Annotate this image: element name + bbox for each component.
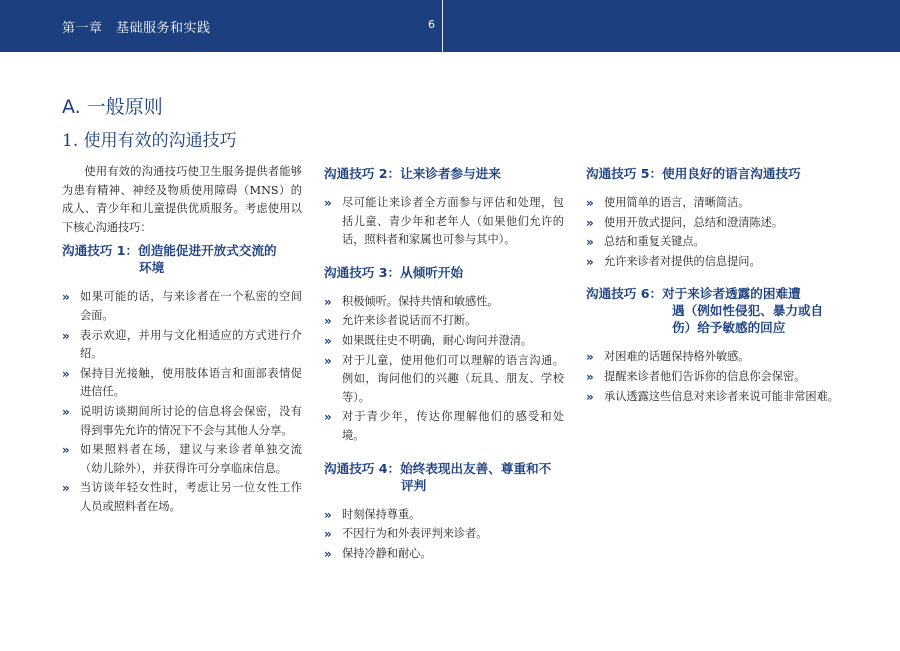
skill-block-6 [586, 285, 844, 406]
list-item-text: 允许来诊者对提供的信息提问。 [604, 254, 761, 268]
list-item [586, 348, 844, 367]
list-item-text: 如果既往史不明确，耐心询问并澄清。 [342, 333, 533, 347]
list-item [62, 479, 302, 516]
list-item [324, 506, 564, 525]
skill-list [324, 506, 564, 564]
double-chevron-right-icon: » [586, 369, 594, 384]
subsection-title: 1. 使用有效的沟通技巧 [62, 131, 237, 151]
list-item [324, 525, 564, 544]
list-item [586, 233, 844, 252]
double-chevron-right-icon: » [586, 254, 594, 269]
list-item [586, 388, 844, 407]
double-chevron-right-icon: » [324, 527, 332, 542]
skill-heading-line: 评判 [401, 477, 427, 493]
list-item-text: 如果照料者在场，建议与来诊者单独交流（幼儿除外），并获得许可分享临床信息。 [80, 443, 302, 475]
list-item-text: 使用简单的语言，清晰简洁。 [604, 196, 750, 209]
skill-list [324, 293, 564, 446]
skill-list [586, 194, 844, 271]
skill-block-2 [324, 165, 564, 250]
skill-block-5 [586, 165, 844, 271]
list-item [62, 327, 302, 364]
double-chevron-right-icon: » [62, 404, 70, 419]
list-item-text: 使用开放式提问，总结和澄清陈述。 [604, 215, 784, 229]
skill-heading-line: 沟通技巧 4：始终表现出友善、尊重和不 [324, 460, 552, 476]
skill-heading-line: 伤）给予敏感的回应 [672, 320, 786, 336]
list-item-text: 总结和重复关键点。 [604, 235, 705, 249]
double-chevron-right-icon: » [62, 366, 70, 381]
list-item [324, 312, 564, 331]
list-item [586, 194, 844, 213]
double-chevron-right-icon: » [62, 481, 70, 496]
skill-list [62, 288, 302, 516]
list-item-text: 对于青少年，传达你理解他们的感受和处境。 [342, 410, 564, 442]
double-chevron-right-icon: » [586, 215, 594, 230]
list-item [62, 288, 302, 325]
skill-block-3 [324, 264, 564, 446]
list-item-text: 允许来诊者说话而不打断。 [342, 314, 477, 328]
skill-list [324, 194, 564, 250]
intro-paragraph: 使用有效的沟通技巧使卫生服务提供者能够为患有精神、神经及物质使用障碍（MNS）的成人、青少年和儿童提供优质服务。考虑使用以下核心沟通技巧： [62, 165, 302, 234]
skill-heading [62, 242, 302, 276]
skill-heading-line: 沟通技巧 6：对于来诊者透露的困难遭 [586, 286, 801, 302]
skill-heading-line: 环境 [139, 260, 165, 276]
list-item [62, 403, 302, 440]
list-item [586, 253, 844, 272]
skill-heading: 沟通技巧 2：让来诊者参与进来 [324, 166, 501, 181]
double-chevron-right-icon: » [586, 196, 594, 210]
skill-heading [324, 460, 564, 494]
skill-heading [586, 285, 844, 336]
double-chevron-right-icon: » [62, 443, 70, 458]
list-item-text: 时刻保持尊重。 [342, 507, 421, 521]
list-item [324, 408, 564, 445]
double-chevron-right-icon: » [324, 353, 332, 368]
list-item-text: 积极倾听。保持共情和敏感性。 [342, 294, 499, 308]
page-number: 6 [428, 18, 435, 31]
list-item-text: 说明访谈期间所讨论的信息将会保密，没有得到事先允许的情况下不会与其他人分享。 [80, 404, 302, 437]
list-item [324, 545, 564, 564]
skill-heading: 沟通技巧 3：从倾听开始 [324, 264, 464, 280]
list-item [62, 441, 302, 478]
double-chevron-right-icon: » [62, 290, 70, 305]
double-chevron-right-icon: » [324, 546, 332, 561]
double-chevron-right-icon: » [586, 389, 594, 404]
double-chevron-right-icon: » [324, 196, 332, 210]
list-item [324, 293, 564, 312]
skill-list [586, 348, 844, 406]
section-title: A. 一般原则 [62, 96, 163, 118]
list-item [62, 365, 302, 402]
double-chevron-right-icon: » [586, 350, 594, 365]
list-item-text: 对于儿童，使用他们可以理解的语言沟通。例如，询问他们的兴趣（玩具、朋友、学校等）。 [342, 353, 564, 404]
list-item-text: 保持冷静和耐心。 [342, 546, 432, 560]
skill-block-1 [62, 242, 302, 516]
list-item-text: 提醒来诊者他们告诉你的信息你会保密。 [604, 369, 806, 383]
list-item-text: 对困难的话题保持格外敏感。 [604, 350, 750, 364]
skill-heading-line: 沟通技巧 1：创造能促进开放式交流的 [62, 243, 277, 259]
skill-heading-line: 遇（例如性侵犯、暴力或自 [672, 303, 824, 319]
double-chevron-right-icon: » [586, 235, 594, 250]
list-item-text: 尽可能让来诊者全方面参与评估和处理，包括儿童、青少年和老年人（如果他们允许的话，照料者和家属也可参与其中）。 [342, 196, 564, 247]
chapter-title: 第一章 基础服务和实践 [62, 21, 211, 36]
skill-heading: 沟通技巧 5：使用良好的语言沟通技巧 [586, 166, 801, 181]
skill-block-4 [324, 460, 564, 564]
column-1 [62, 163, 302, 531]
list-item [586, 368, 844, 387]
double-chevron-right-icon: » [62, 328, 70, 343]
list-item-text: 当访谈年轻女性时，考虑让另一位女性工作人员或照料者在场。 [80, 481, 302, 513]
list-item-text: 如果可能的话，与来诊者在一个私密的空间会面。 [80, 290, 302, 322]
list-item [324, 352, 564, 408]
list-item-text: 不因行为和外表评判来诊者。 [342, 527, 488, 541]
double-chevron-right-icon: » [324, 294, 332, 309]
double-chevron-right-icon: » [324, 410, 332, 425]
list-item-text: 承认透露这些信息对来诊者来说可能非常困难。 [604, 389, 839, 403]
header-divider [442, 0, 443, 52]
list-item-text: 表示欢迎，并用与文化相适应的方式进行介绍。 [80, 328, 302, 361]
column-2 [324, 165, 564, 577]
double-chevron-right-icon: » [324, 507, 332, 522]
double-chevron-right-icon: » [324, 314, 332, 329]
list-item [324, 332, 564, 351]
column-3 [586, 165, 844, 420]
list-item-text: 保持目光接触，使用肢体语言和面部表情促进信任。 [80, 366, 302, 399]
list-item [324, 194, 564, 250]
double-chevron-right-icon: » [324, 333, 332, 348]
list-item [586, 214, 844, 233]
